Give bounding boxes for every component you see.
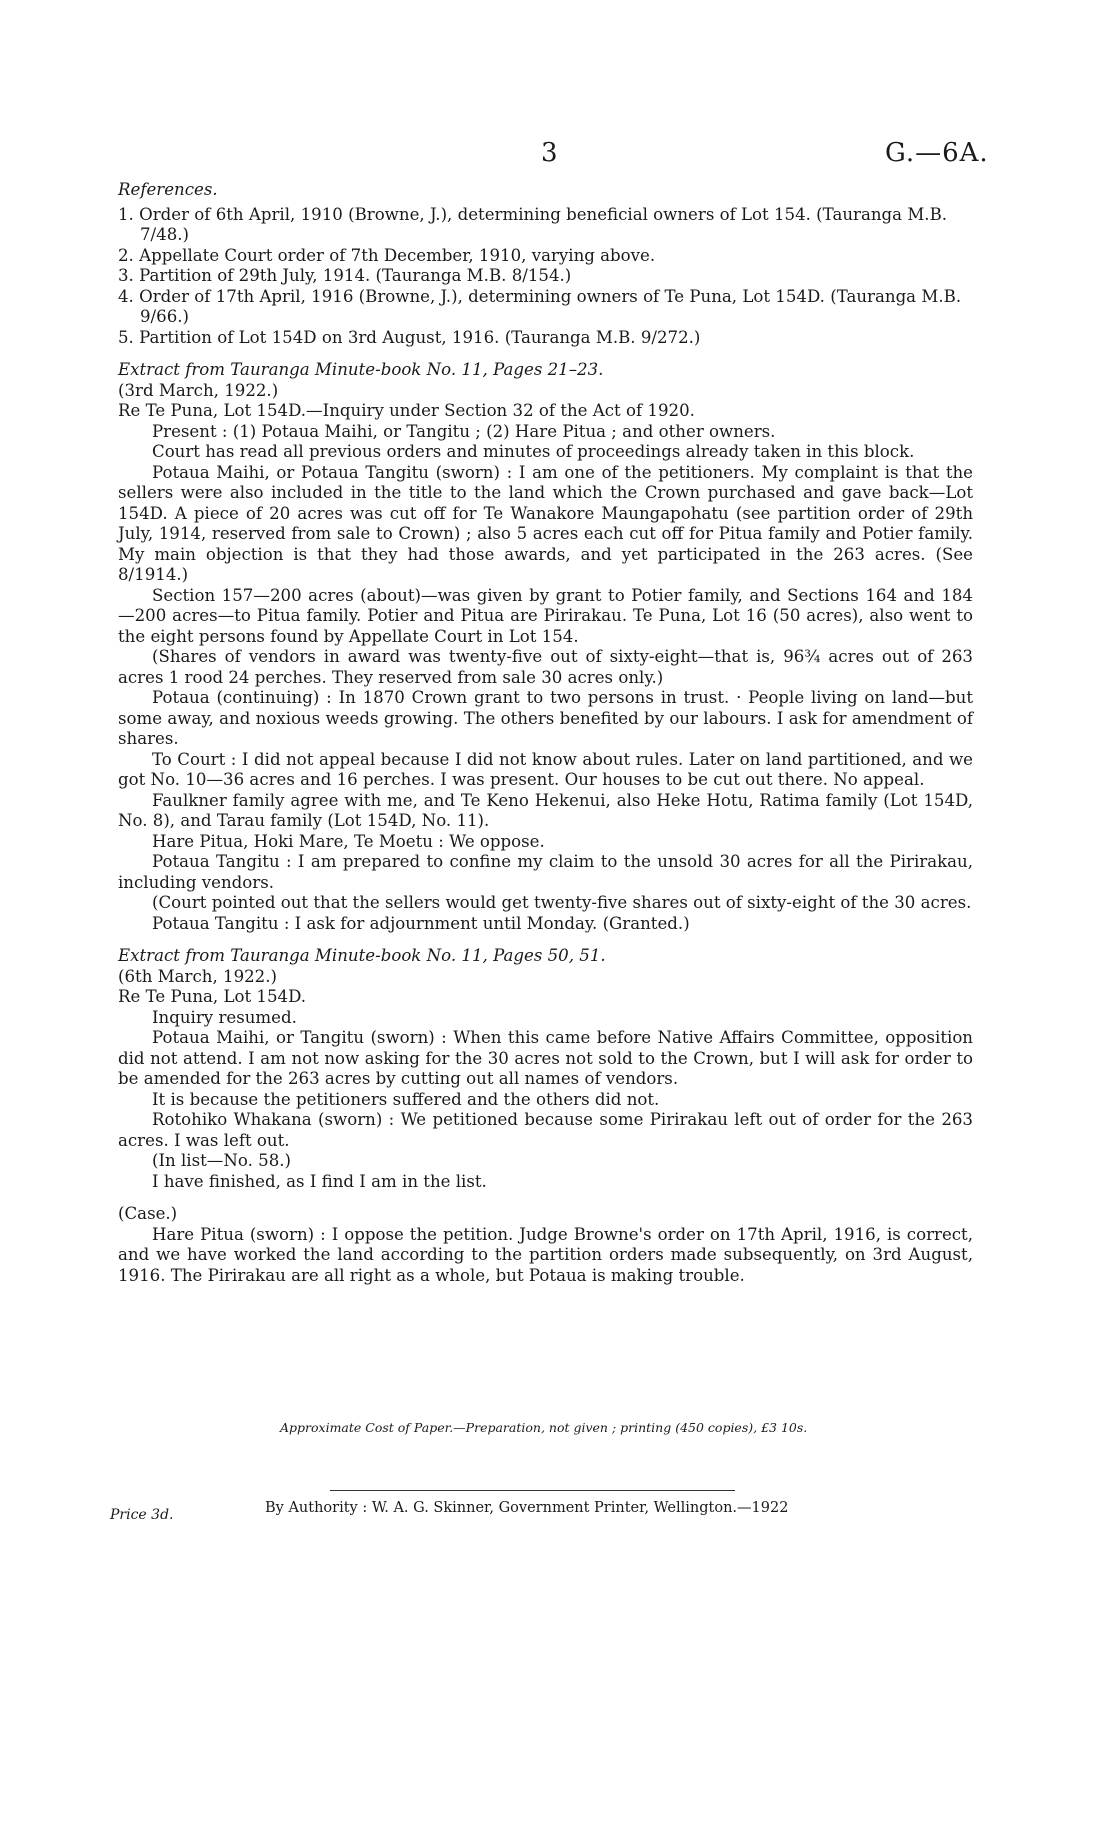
- reference-item: 5. Partition of Lot 154D on 3rd August, 1916. (Tauranga M.B. 9/272.): [118, 327, 701, 347]
- document-body: [118, 180, 973, 1286]
- extract1-paragraph: To Court : I did not appeal because I did not know about rules. Later on land partitioned, and we got No. 10—36 acres and 16 perches. I was present. Our houses to be cut out there. No appeal.: [118, 749, 973, 789]
- extract2-paragraph: (In list—No. 58.): [152, 1151, 292, 1170]
- extract2-date: (6th March, 1922.): [118, 966, 277, 986]
- reference-item: 4. Order of 17th April, 1916 (Browne, J.), determining owners of Te Puna, Lot 154D. (Tauranga M.B. 9/66.): [118, 286, 962, 326]
- extract1-paragraph: Court has read all previous orders and minutes of proceedings already taken in this block.: [152, 442, 915, 461]
- extract2-paragraph: Rotohiko Whakana (sworn) : We petitioned because some Pirirakau left out of order for the 263 acres. I was left out.: [118, 1110, 973, 1150]
- extract2-paragraph: I have finished, as I find I am in the list.: [152, 1171, 487, 1191]
- extract2-paragraph: It is because the petitioners suffered and the others did not.: [152, 1089, 660, 1109]
- extract1-paragraph: Faulkner family agree with me, and Te Keno Hekenui, also Heke Hotu, Ratima family (Lot 154D, No. 8), and Tarau family (Lot 154D, No. 11).: [118, 790, 973, 830]
- paper-reference: G.—6A.: [885, 138, 989, 168]
- extract1-paragraph: Potaua Tangitu : I ask for adjournment until Monday. (Granted.): [152, 913, 690, 933]
- extract1-paragraph: Section 157—200 acres (about)—was given by grant to Potier family, and Sections 164 and 184 —200 acres—to Pitua family. Potier and Pitua are Pirirakau. Te Puna, Lot 16 (50 acres), also went to the eight persons found by Appellate Court in Lot 154.: [118, 585, 973, 646]
- case-title: (Case.): [118, 1204, 178, 1223]
- reference-item: 2. Appellate Court order of 7th December, 1910, varying above.: [118, 245, 656, 265]
- extract2-paragraph: Inquiry resumed.: [152, 1007, 297, 1027]
- case-paragraph: Hare Pitua (sworn) : I oppose the petition. Judge Browne's order on 17th April, 1916, is correct, and we have worked the land according to the partition orders made subsequently, on 3rd August, 1916. The Pirirakau are all right as a whole, but Potaua is making trouble.: [118, 1224, 973, 1285]
- reference-item: 1. Order of 6th April, 1910 (Browne, J.), determining beneficial owners of Lot 154. (Tauranga M.B. 7/48.): [118, 204, 948, 244]
- extract2-paragraph: Potaua Maihi, or Tangitu (sworn) : When this came before Native Affairs Committee, opposition did not attend. I am not now asking for the 30 acres not sold to the Crown, but I will ask for order to be amended for the 263 acres by cutting out all names of vendors.: [118, 1028, 973, 1088]
- footer-rule: [330, 1490, 735, 1491]
- authority-imprint: By Authority : W. A. G. Skinner, Government Printer, Wellington.—1922: [265, 1500, 789, 1516]
- extract1-paragraph: (Shares of vendors in award was twenty-five out of sixty-eight—that is, 96¾ acres out of 263 acres 1 rood 24 perches. They reserved from sale 30 acres only.): [118, 647, 973, 687]
- extract1-subject: Re Te Puna, Lot 154D.—Inquiry under Section 32 of the Act of 1920.: [118, 401, 695, 420]
- cost-note: Approximate Cost of Paper.—Preparation, not given ; printing (450 copies), £3 10s.: [280, 1420, 808, 1435]
- extract1-paragraph: Hare Pitua, Hoki Mare, Te Moetu : We oppose.: [152, 831, 545, 851]
- extract1-title: Extract from Tauranga Minute-book No. 11, Pages 21–23.: [118, 360, 604, 379]
- extract2-title: Extract from Tauranga Minute-book No. 11, Pages 50, 51.: [118, 946, 606, 965]
- references-title: References.: [118, 180, 218, 199]
- price-note: Price 3d.: [110, 1507, 174, 1523]
- extract1-date: (3rd March, 1922.): [118, 380, 279, 400]
- extract2-subject: Re Te Puna, Lot 154D.: [118, 987, 307, 1006]
- page-number: 3: [541, 138, 558, 168]
- extract1-paragraph: Potaua (continuing) : In 1870 Crown grant to two persons in trust. · People living on land—but some away, and noxious weeds growing. The others benefited by our labours. I ask for amendment of shares.: [118, 688, 973, 748]
- extract1-paragraph: Potaua Maihi, or Potaua Tangitu (sworn) : I am one of the petitioners. My complaint is that the sellers were also included in the title to the land which the Crown purchased and gave back—Lot 154D. A piece of 20 acres was cut off for Te Wanakore Maungapohatu (see partition order of 29th July, 1914, reserved from sale to Crown) ; also 5 acres each cut off for Pitua family and Potier family. My main objection is that they had those awards, and yet participated in the 263 acres. (See 8/1914.): [118, 462, 973, 584]
- extract1-paragraph: Present : (1) Potaua Maihi, or Tangitu ; (2) Hare Pitua ; and other owners.: [152, 421, 776, 441]
- reference-item: 3. Partition of 29th July, 1914. (Tauranga M.B. 8/154.): [118, 266, 572, 285]
- extract1-paragraph: Potaua Tangitu : I am prepared to confine my claim to the unsold 30 acres for all the Pirirakau, including vendors.: [118, 852, 973, 892]
- extract1-paragraph: (Court pointed out that the sellers would get twenty-five shares out of sixty-eight of the 30 acres.: [152, 893, 972, 912]
